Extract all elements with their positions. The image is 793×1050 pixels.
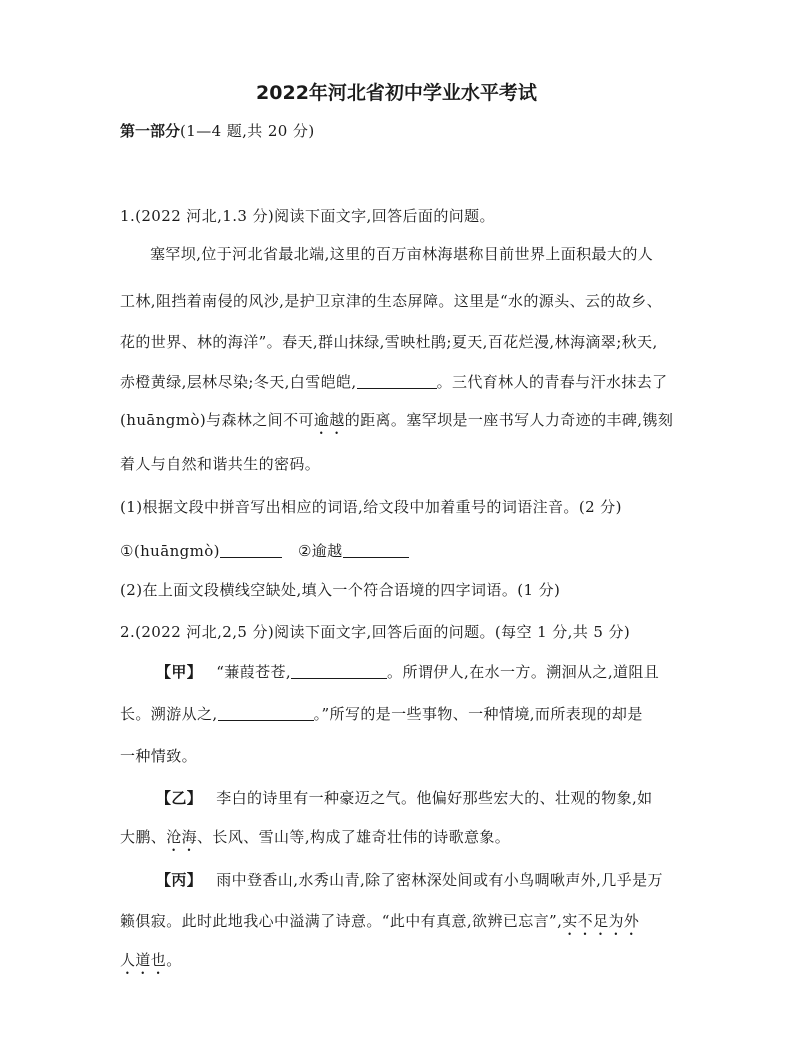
q2-bing-emphasized-2: 人道也 (120, 951, 167, 969)
q1-para-line-1: 塞罕坝,位于河北省最北端,这里的百万亩林海堪称目前世界上面积最大的人 (150, 245, 654, 263)
q2-yi-l2-b: 、长风、雪山等,构成了雄奇壮伟的诗歌意象。 (197, 828, 511, 846)
q2-yi-l1: 李白的诗里有一种豪迈之气。他偏好那些宏大的、壮观的物象,如 (216, 789, 653, 807)
q1-sub1-a: ①(huāngmò) (120, 542, 220, 560)
q2-bing-l3-b: 。 (166, 951, 182, 969)
q2-yi-tag: 【乙】 (156, 789, 203, 807)
q1-para-line-2: 工林,阻挡着南侵的风沙,是护卫京津的生态屏障。这里是“水的源头、云的故乡、 (120, 292, 663, 310)
part1-label: 第一部分 (120, 122, 181, 140)
q1-para-line-3: 花的世界、林的海洋”。春天,群山抹绿,雪映杜鹃;夏天,百花烂漫,林海滴翠;秋天, (120, 333, 658, 351)
q2-yi-l2-a: 大鹏、 (120, 828, 167, 846)
q1-sub1-answers (120, 541, 409, 561)
q2-yi-line-1 (156, 788, 653, 808)
q2-jia-l2-b: 。”所写的是一些事物、一种情境,而所表现的却是 (313, 705, 643, 723)
q2-bing-l2-a: 籁俱寂。此时此地我心中溢满了诗意。“此中有真意,欲辨已忘言”, (120, 912, 563, 930)
q1-sub1-b: ②逾越 (297, 542, 343, 560)
q2-bing-emphasized-1: 实不足为外 (562, 912, 640, 930)
q2-jia-blank-2[interactable] (218, 706, 314, 721)
q2-bing-tag: 【丙】 (156, 871, 203, 889)
q1-sub1: (1)根据文段中拼音写出相应的词语,给文段中加着重号的词语注音。(2 分) (120, 498, 622, 516)
q2-jia-l1-a: “蒹葭苍苍, (216, 663, 292, 681)
q2-bing-line-2 (120, 911, 639, 939)
q1-para-line-5 (120, 410, 673, 438)
q1-sub2: (2)在上面文段横线空缺处,填入一个符合语境的四字词语。(1 分) (120, 581, 561, 599)
q2-jia-line-1 (156, 662, 659, 682)
q1-sub1-b-blank[interactable] (343, 543, 409, 558)
q1-emphasized-word: 逾越 (313, 411, 345, 429)
q2-jia-line-2 (120, 704, 643, 724)
q2-header: 2.(2022 河北,2,5 分)阅读下面文字,回答后面的问题。(每空 1 分,共 5 分) (120, 623, 631, 641)
part1-range: (1—4 题,共 20 分) (180, 122, 315, 140)
q2-jia-l1-b: 。所谓伊人,在水一方。溯洄从之,道阻且 (387, 663, 660, 681)
q2-jia-tag: 【甲】 (156, 663, 203, 681)
q2-bing-l1: 雨中登香山,水秀山青,除了密林深处间或有小鸟啁啾声外,几乎是万 (216, 871, 663, 889)
q1-sub1-a-blank[interactable] (220, 543, 282, 558)
q2-yi-line-2 (120, 827, 510, 855)
q1-header: 1.(2022 河北,1.3 分)阅读下面文字,回答后面的问题。 (120, 207, 495, 225)
q1-para-line-4 (120, 372, 668, 392)
q2-bing-line-3 (120, 950, 182, 978)
q2-jia-blank-1[interactable] (291, 664, 387, 679)
q1-para-line-6: 着人与自然和谐共生的密码。 (120, 455, 321, 473)
q2-yi-emphasized: 沧海 (166, 828, 198, 846)
page-title: 2022年河北省初中学业水平考试 (256, 82, 537, 104)
part1-heading (120, 121, 315, 141)
q1-line4-after: 。三代育林人的青春与汗水抹去了 (436, 373, 668, 391)
q1-line5-a: (huāngmò)与森林之间不可 (120, 411, 314, 429)
q2-bing-line-1 (156, 870, 663, 890)
q1-line5-b: 的距离。塞罕坝是一座书写人力奇迹的丰碑,镌刻 (344, 411, 674, 429)
q1-line4-before: 赤橙黄绿,层林尽染;冬天,白雪皑皑, (120, 373, 357, 391)
q1-answer-blank[interactable] (357, 374, 437, 389)
q2-jia-l2-a: 长。溯游从之, (120, 705, 218, 723)
q2-jia-line-3: 一种情致。 (120, 747, 198, 765)
